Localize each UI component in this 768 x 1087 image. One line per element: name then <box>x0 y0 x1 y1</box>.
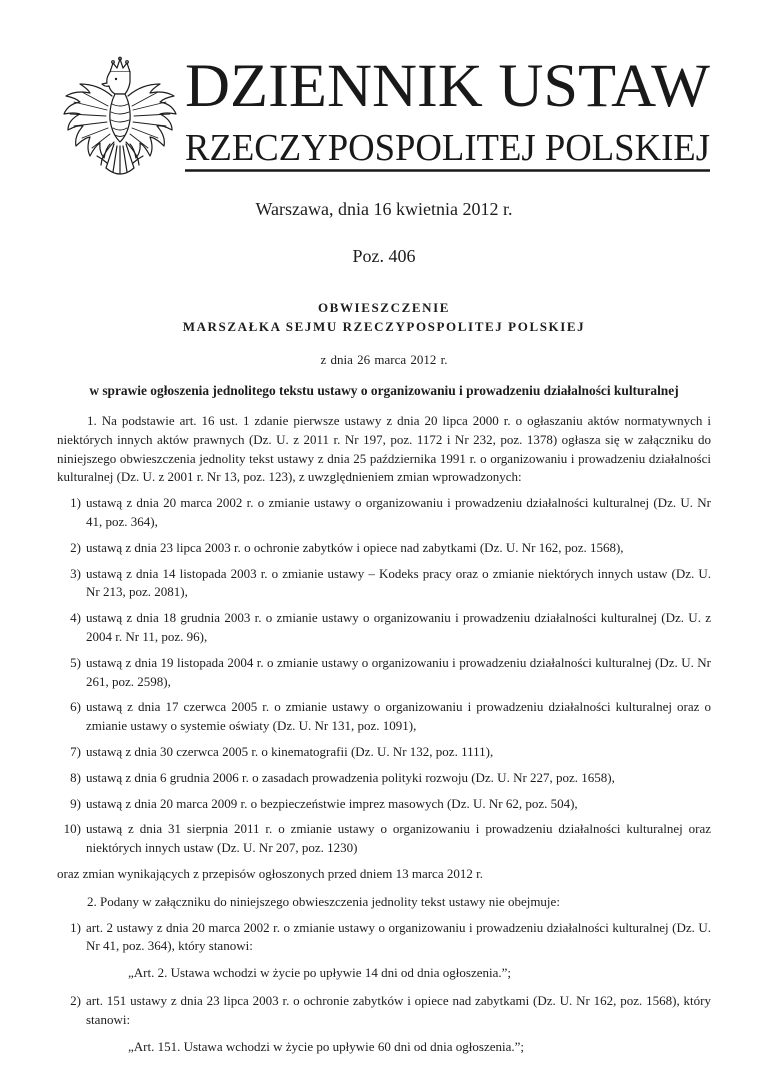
item-text: ustawą z dnia 31 sierpnia 2011 r. o zmianie ustawy o organizowaniu i prowadzeniu działalności kulturalnej oraz niektórych innych ustaw (Dz. U. Nr 207, poz. 1230) <box>86 821 711 856</box>
item-number: 8) <box>70 769 81 785</box>
amendment-list-item <box>57 795 711 814</box>
amendments-list <box>57 494 711 858</box>
exclusion-list-item <box>57 992 711 1057</box>
document-content <box>0 198 768 1065</box>
item-number: 3) <box>70 565 81 581</box>
item-text: ustawą z dnia 6 grudnia 2006 r. o zasadach prowadzenia polityki rozwoju (Dz. U. Nr 227, poz. 1658), <box>86 769 615 785</box>
item-text: ustawą z dnia 19 listopada 2004 r. o zmianie ustawy o organizowaniu i prowadzeniu działalności kulturalnej (Dz. U. Nr 261, poz. 2598), <box>86 654 711 689</box>
item-number: 7) <box>70 743 81 759</box>
notice-date-line: z dnia 26 marca 2012 r. <box>320 352 448 367</box>
journal-subtitle: RZECZYPOSPOLITEJ POLSKIEJ <box>185 127 710 169</box>
dateline: Warszawa, dnia 16 kwietnia 2012 r. <box>255 199 513 219</box>
notice-issuer-heading: MARSZAŁKA SEJMU RZECZYPOSPOLITEJ POLSKIEJ <box>182 319 586 334</box>
paragraph-2: 2. Podany w załączniku do niniejszego obwieszczenia jednolity tekst ustawy nie obejmuje: <box>87 893 560 909</box>
amendment-list-item <box>57 654 711 692</box>
item-text: art. 2 ustawy z dnia 20 marca 2002 r. o zmianie ustawy o organizowaniu i prowadzeniu działalności kulturalnej (Dz. U. Nr 41, poz. 364), który stanowi: <box>86 919 711 954</box>
notice-subject: w sprawie ogłoszenia jednolitego tekstu ustawy o organizowaniu i prowadzeniu działalności kulturalnej <box>89 383 679 398</box>
exclusions-list <box>57 919 711 1058</box>
closing-paragraph: oraz zmian wynikających z przepisów ogłoszonych przed dniem 13 marca 2012 r. <box>57 865 483 881</box>
item-text: ustawą z dnia 20 marca 2002 r. o zmianie ustawy o organizowaniu i prowadzeniu działalności kulturalnej (Dz. U. Nr 41, poz. 364), <box>86 495 711 529</box>
legal-text-body <box>0 412 768 1057</box>
item-body <box>86 992 711 1057</box>
amendment-list-item <box>57 539 711 558</box>
item-text: ustawą z dnia 30 czerwca 2005 r. o kinematografii (Dz. U. Nr 132, poz. 1111), <box>86 743 494 759</box>
amendment-list-item <box>57 769 711 788</box>
item-text: art. 151 ustawy z dnia 23 lipca 2003 r. o ochronie zabytków i opiece nad zabytkami (Dz. U. Nr 162, poz. 1568), który stanowi: <box>86 992 711 1027</box>
item-number: 9) <box>70 795 81 811</box>
item-number: 5) <box>70 654 81 670</box>
amendment-list-item <box>57 609 711 647</box>
item-text: ustawą z dnia 17 czerwca 2005 r. o zmianie ustawy o organizowaniu i prowadzeniu działalności kulturalnej oraz o zmianie ustawy o systemie oświaty (Dz. U. Nr 131, poz. 1091), <box>86 699 711 734</box>
paragraph-1: 1. Na podstawie art. 16 ust. 1 zdanie pierwsze ustawy z dnia 20 lipca 2000 r. o ogłaszaniu aktów normatywnych i niektórych innych aktów prawnych (Dz. U. z 2011 r. Nr 197, poz. 1172 i Nr 232, poz. 1378) ogłasza się w załączniku do niniejszego obwieszczenia jednolity tekst ustawy z dnia 25 października 1991 r. o organizowaniu i prowadzeniu działalności kulturalnej (Dz. U. z 2001 r. Nr 13, poz. 123), z uwzględnieniem zmian wprowadzonych: <box>57 413 711 485</box>
quoted-provision: „Art. 2. Ustawa wchodzi w życie po upływie 14 dni od dnia ogłoszenia.”; <box>128 965 512 981</box>
item-number: 1) <box>70 495 81 511</box>
notice-type-heading: OBWIESZCZENIE <box>317 300 451 315</box>
item-number: 2) <box>70 539 81 555</box>
exclusion-list-item <box>57 919 711 984</box>
item-number: 4) <box>70 610 81 626</box>
journal-title: DZIENNIK USTAW <box>185 54 711 120</box>
masthead-titles <box>185 54 712 176</box>
item-text: ustawą z dnia 14 listopada 2003 r. o zmianie ustawy – Kodeks pracy oraz o zmianie niektórych innych ustaw (Dz. U. Nr 213, poz. 2081), <box>86 565 711 600</box>
item-number: 10) <box>63 821 81 837</box>
amendment-list-item <box>57 494 711 532</box>
item-text: ustawą z dnia 20 marca 2009 r. o bezpieczeństwie imprez masowych (Dz. U. Nr 62, poz. 504), <box>86 795 578 811</box>
quoted-provision: „Art. 151. Ustawa wchodzi w życie po upływie 60 dni od dnia ogłoszenia.”; <box>128 1038 525 1054</box>
item-text: ustawą z dnia 18 grudnia 2003 r. o zmianie ustawy o organizowaniu i prowadzeniu działalności kulturalnej (Dz. U. z 2004 r. Nr 11, poz. 96), <box>86 610 711 644</box>
polish-eagle-emblem-icon <box>62 56 178 180</box>
item-number: 2) <box>70 992 81 1008</box>
amendment-list-item <box>57 565 711 603</box>
amendment-list-item <box>57 698 711 736</box>
item-number: 6) <box>70 699 81 715</box>
amendment-list-item <box>57 743 711 762</box>
amendment-list-item <box>57 820 711 858</box>
item-body <box>86 919 711 984</box>
item-text: ustawą z dnia 23 lipca 2003 r. o ochronie zabytków i opiece nad zabytkami (Dz. U. Nr 162, poz. 1568), <box>86 539 624 555</box>
position-number: Poz. 406 <box>352 246 416 266</box>
item-number: 1) <box>70 919 81 935</box>
